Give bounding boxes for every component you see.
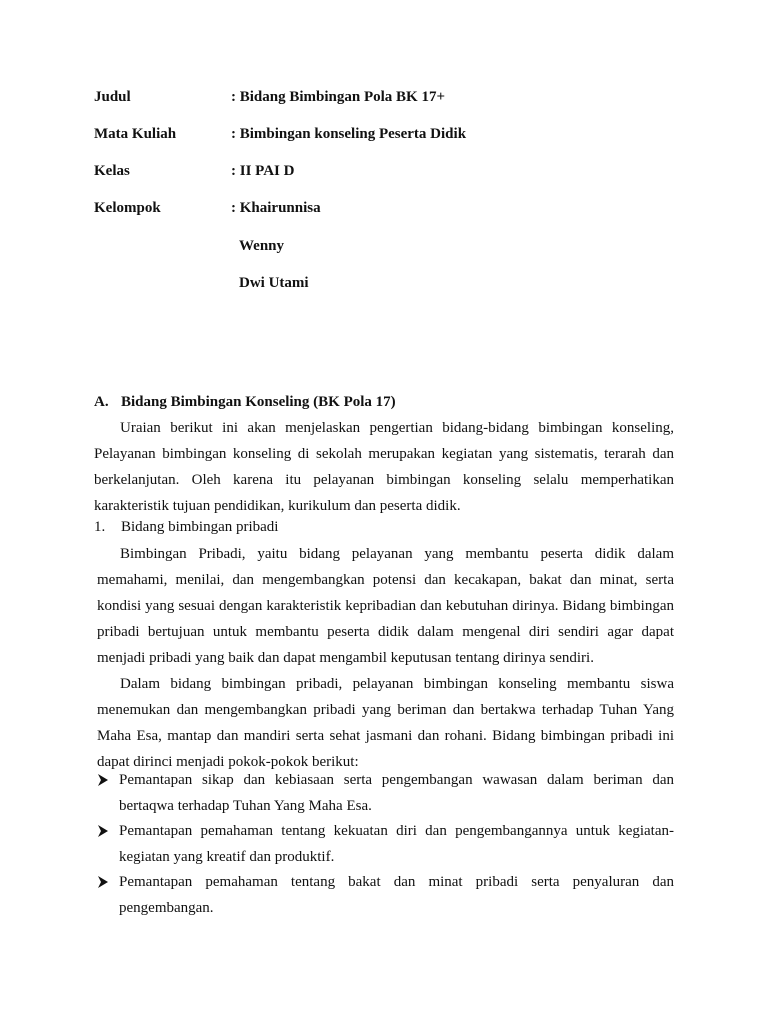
section-heading bbox=[94, 394, 396, 411]
kelompok-value: : Khairunnisa bbox=[231, 200, 321, 216]
mata-kuliah-label: Mata Kuliah bbox=[94, 126, 177, 142]
arrow-bullet-icon bbox=[97, 869, 117, 898]
arrow-bullet-icon bbox=[97, 767, 117, 796]
list-item-text: Pemantapan pemahaman tentang bakat dan minat pribadi serta penyaluran dan pengembangan. bbox=[119, 874, 674, 916]
body-paragraph: Dalam bidang bimbingan pribadi, pelayanan bimbingan konseling membantu siswa menemukan dan mengembangkan pribadi yang beriman dan bertakwa terhadap Tuhan Yang Maha Esa, mantap dan mandiri serta sehat jasmani dan rohani. Bidang bimbingan pribadi ini dapat dirinci menjadi pokok-pokok berikut: bbox=[97, 676, 674, 770]
list-item-text: Pemantapan pemahaman tentang kekuatan diri dan pengembangannya untuk kegiatan-kegiatan yang kreatif dan produktif. bbox=[119, 823, 674, 865]
group-member: Wenny bbox=[239, 238, 285, 254]
mata-kuliah-value: : Bimbingan konseling Peserta Didik bbox=[231, 126, 467, 142]
subsection-number: 1. bbox=[94, 519, 106, 535]
list-item bbox=[97, 818, 674, 870]
list-item-text: Pemantapan sikap dan kebiasaan serta pengembangan wawasan dalam beriman dan bertaqwa terhadap Tuhan Yang Maha Esa. bbox=[119, 772, 674, 814]
group-member: Dwi Utami bbox=[239, 275, 309, 291]
kelas-label: Kelas bbox=[94, 163, 130, 179]
arrow-bullet-icon bbox=[97, 818, 117, 847]
section-title: Bidang Bimbingan Konseling (BK Pola 17) bbox=[121, 394, 396, 410]
intro-paragraph: Uraian berikut ini akan menjelaskan pengertian bidang-bidang bimbingan konseling, Pelayanan bimbingan konseling di sekolah merupakan kegiatan yang sistematis, terarah dan berkelanjutan. Oleh karena itu pelayanan bimbingan konseling selalu memperhatikan karakteristik tujuan pendidikan, kurikulum dan peserta didik. bbox=[94, 420, 674, 514]
kelas-value: : II PAI D bbox=[231, 163, 295, 179]
kelompok-label: Kelompok bbox=[94, 200, 161, 216]
list-item bbox=[97, 869, 674, 921]
judul-value: : Bidang Bimbingan Pola BK 17+ bbox=[231, 89, 446, 105]
subsection-heading bbox=[94, 519, 278, 536]
subsection-title: Bidang bimbingan pribadi bbox=[121, 519, 279, 535]
section-number: A. bbox=[94, 394, 109, 410]
judul-label: Judul bbox=[94, 89, 131, 105]
list-item bbox=[97, 767, 674, 819]
body-paragraph: Bimbingan Pribadi, yaitu bidang pelayanan yang membantu peserta didik dalam memahami, menilai, dan mengembangkan potensi dan kecakapan, bakat dan minat, serta kondisi yang sesuai dengan karakteristik kepribadian dan kebutuhan dirinya. Bidang bimbingan pribadi bertujuan untuk membantu peserta didik dalam mengenal diri sendiri agar dapat menjadi pribadi yang baik dan dapat mengambil keputusan tentang dirinya sendiri. bbox=[97, 546, 674, 666]
